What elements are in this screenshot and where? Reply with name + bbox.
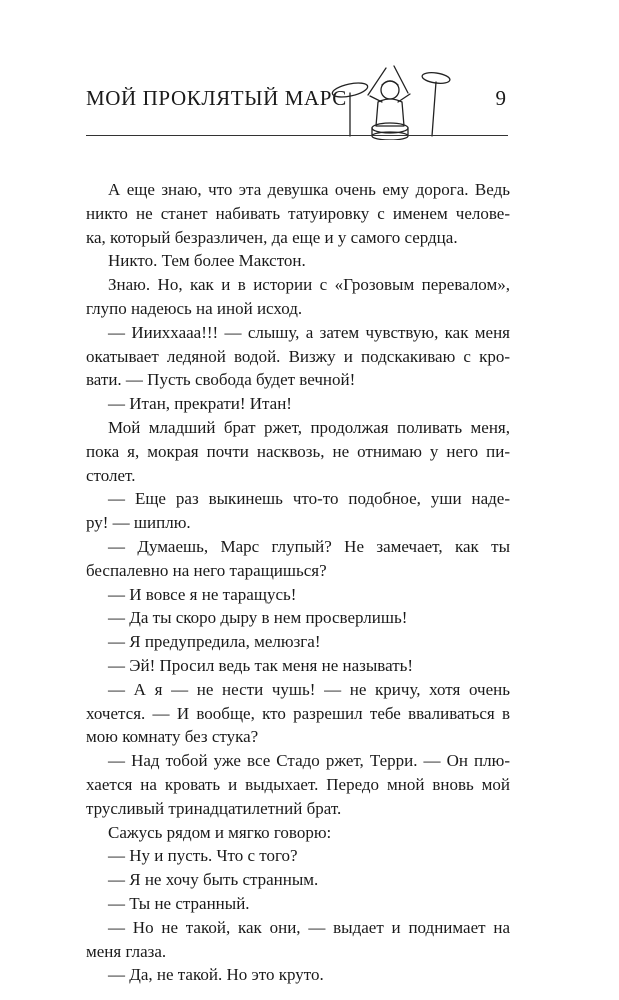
text-line: — Да, не такой. Но это круто. xyxy=(108,965,324,985)
text-line: Никто. Тем более Макстон. xyxy=(108,251,306,271)
text-line: — Думаешь, Марс глупый? Не замечает, как ты xyxy=(108,536,510,556)
text-line: — Эй! Просил ведь так меня не называть! xyxy=(108,655,414,675)
text-line: Сажусь рядом и мягко говорю: xyxy=(108,822,332,842)
text-line: хочется. — И вообще, кто разрешил тебе вваливаться в xyxy=(86,703,510,723)
text-line: — Над тобой уже все Стадо ржет, Терри. — Он плю- xyxy=(108,751,510,771)
text-line: меня глаза. xyxy=(86,941,167,961)
text-line: Мой младший брат ржет, продолжая поливать меня, xyxy=(108,417,510,437)
text-line: ка, который безразличен, да еще и у самого сердца. xyxy=(86,227,458,247)
text-line: никто не станет набивать татуировку с именем челове- xyxy=(86,203,510,223)
text-line: — Да ты скоро дыру в нем просверлишь! xyxy=(108,608,408,628)
text-line: окатывает ледяной водой. Визжу и подскакиваю с кро- xyxy=(86,346,510,366)
text-line: вати. — Пусть свобода будет вечной! xyxy=(86,370,356,390)
text-line: — Ты не странный. xyxy=(108,893,250,913)
drummer-icon xyxy=(328,60,548,140)
text-line: — Я не хочу быть странным. xyxy=(108,870,319,890)
text-line: беспалевно на него таращишься? xyxy=(86,560,327,580)
text-line: — Иииххааа!!! — слышу, а затем чувствую, как меня xyxy=(108,322,510,342)
running-title: МОЙ ПРОКЛЯТЫЙ МАРС xyxy=(86,86,347,110)
text-line: — Еще раз выкинешь что-то подобное, уши наде- xyxy=(108,489,510,509)
text-line: хается на кровать и выдыхает. Передо мной вновь мой xyxy=(86,774,510,794)
text-line: Знаю. Но, как и в истории с «Грозовым перевалом», xyxy=(108,275,510,295)
text-line: — Но не такой, как они, — выдает и поднимает на xyxy=(108,917,510,937)
text-line: — Я предупредила, мелюзга! xyxy=(108,632,321,652)
running-header xyxy=(86,60,516,140)
text-line: — Итан, прекрати! Итан! xyxy=(108,394,292,414)
text-line: — А я — не нести чушь! — не кричу, хотя очень xyxy=(108,679,510,699)
header-divider xyxy=(86,135,508,136)
text-line: столет. xyxy=(86,465,136,485)
body-text xyxy=(86,178,510,987)
text-line: ру! — шиплю. xyxy=(86,513,191,533)
text-line: — И вовсе я не таращусь! xyxy=(108,584,297,604)
text-line: мою комнату без стука? xyxy=(86,727,259,747)
text-line: глупо надеюсь на иной исход. xyxy=(86,298,303,318)
text-line: — Ну и пусть. Что с того? xyxy=(108,846,298,866)
text-line: пока я, мокрая почти насквозь, не отнимаю у него пи- xyxy=(86,441,510,461)
page-number: 9 xyxy=(495,86,506,110)
text-line: А еще знаю, что эта девушка очень ему дорога. Ведь xyxy=(108,180,510,199)
text-line: трусливый тринадцатилетний брат. xyxy=(86,798,342,818)
